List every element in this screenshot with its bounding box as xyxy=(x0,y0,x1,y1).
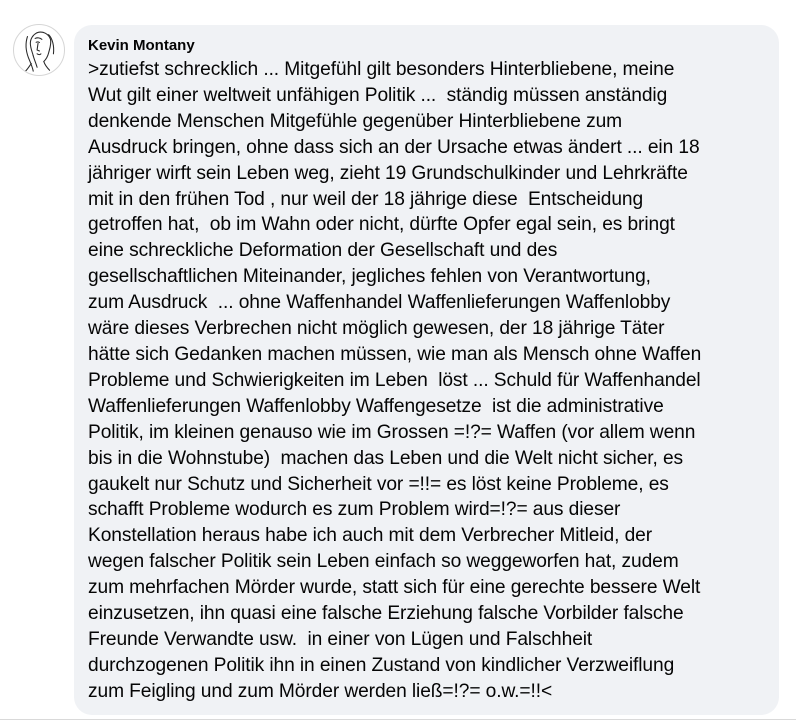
sketch-portrait-icon xyxy=(14,25,64,75)
comment-author[interactable]: Kevin Montany xyxy=(88,37,195,54)
divider xyxy=(0,719,796,720)
comment-body: >zutiefst schrecklich ... Mitgefühl gilt besonders Hinterbliebene, meine Wut gilt einer weltweit unfähigen Politik ... ständig müssen anständig denkende Menschen Mitgefühle gegenüber Hinterbliebene zum Ausdruck bringen, ohne dass sich an der Ursache etwas ändert ... ein 18 jähriger wirft sein Leben weg, zieht 19 Grundschulkinder und Lehrkräfte mit in den frühen Tod , nur weil der 18 jährige diese Entscheidung getroffen hat, ob im Wahn oder nicht, dürfte Opfer egal sein, es bringt eine schreckliche Deformation der Gesellschaft und des gesellschaftlichen Miteinander, jegliches fehlen von Verantwortung, zum Ausdruck ... ohne Waffenhandel Waffenlieferungen Waffenlobby wäre dieses Verbrechen nicht möglich gewesen, der 18 jährige Täter hätte sich Gedanken machen müssen, wie man als Mensch ohne Waffen Probleme und Schwierigkeiten im Leben löst ... Schuld für Waffenhandel Waffenlieferungen Waffenlobby Waffengesetze ist die administrative Politik, im kleinen genauso wie im Grossen =!?= Waffen (vor allem wenn bis in die Wohnstube) machen das Leben und die Welt nicht sicher, es gaukelt nur Schutz und Sicherheit vor =!!= es löst keine Probleme, es schafft Probleme wodurch es zum Problem wird=!?= aus dieser Konstellation heraus habe ich auch mit dem Verbrecher Mitleid, der wegen falscher Politik sein Leben einfach so weggeworfen hat, zudem zum mehrfachen Mörder wurde, statt sich für eine gerechte bessere Welt einzusetzen, ihn quasi eine falsche Erziehung falsche Vorbilder falsche Freunde Verwandte usw. in einer von Lügen und Falschheit durchzogenen Politik ihn in einen Zustand von kindlicher Verzweiflung zum Feigling und zum Mörder werden ließ=!?= o.w.=!!< xyxy=(88,59,702,702)
avatar[interactable] xyxy=(13,24,65,76)
comment-bubble xyxy=(74,25,779,715)
